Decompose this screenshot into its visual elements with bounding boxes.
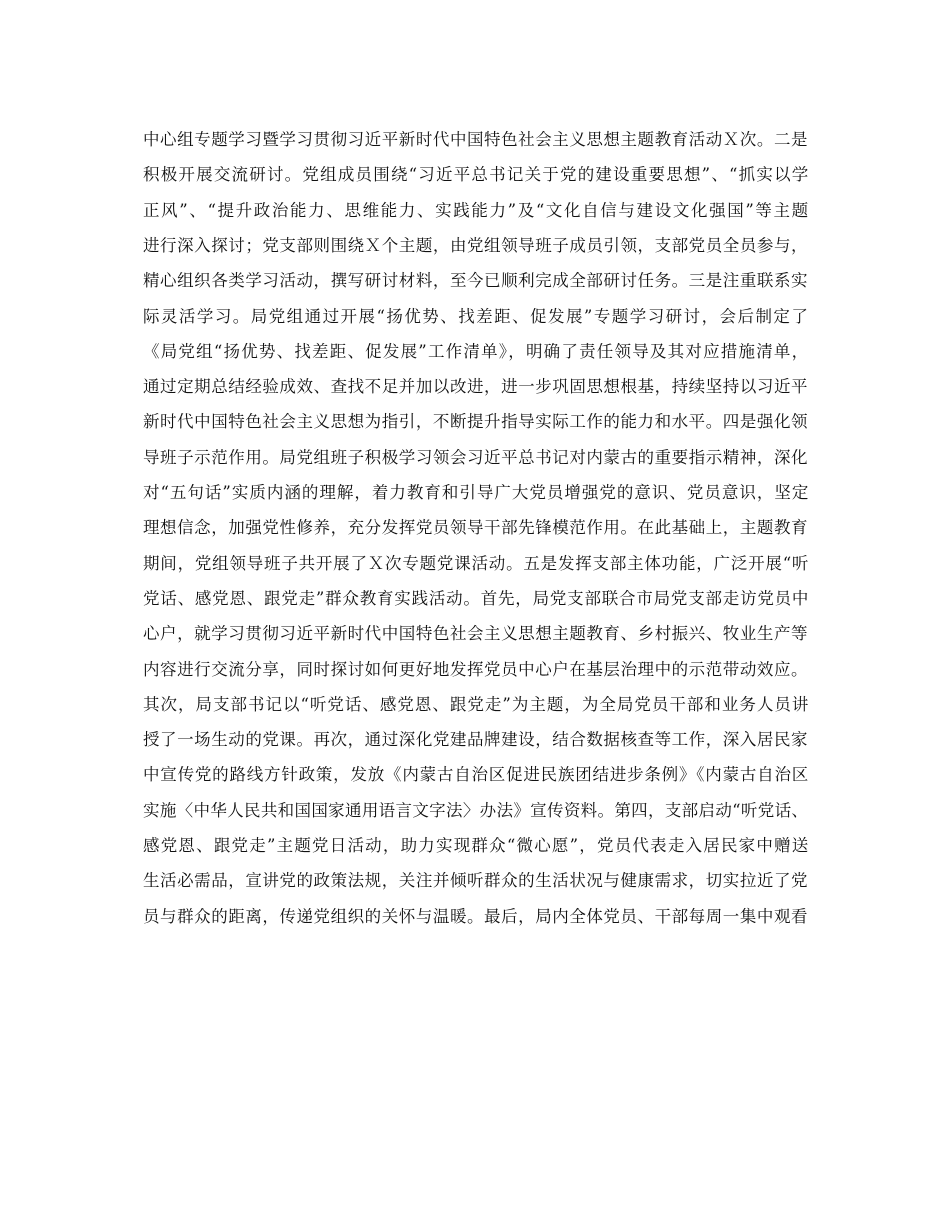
- text-line: 生活必需品，宣讲党的政策法规，关注并倾听群众的生活状况与健康需求，切实拉近了党: [143, 871, 809, 891]
- text-line: 中心组专题学习暨学习贯彻习近平新时代中国特色社会主义思想主题教育活动Ｘ次。二是: [143, 130, 809, 149]
- text-line: 正风”、“提升政治能力、思维能力、实践能力”及“文化自信与建设文化强国”等主题: [143, 200, 810, 220]
- text-line: 际灵活学习。局党组通过开展“扬优势、找差距、促发展”专题学习研讨，会后制定了: [143, 306, 810, 326]
- text-line: 对“五句话”实质内涵的理解，着力教育和引导广大党员增强党的意识、党员意识，坚定: [143, 483, 810, 502]
- text-line: 感党恩、跟党走”主题党日活动，助力实现群众“微心愿”，党员代表走入居民家中赠送: [143, 836, 810, 855]
- text-line: 授了一场生动的党课。再次，通过深化党建品牌建设，结合数据核查等工作，深入居民家: [143, 730, 809, 750]
- text-line: 通过定期总结经验成效、查找不足并加以改进，进一步巩固思想根基，持续坚持以习近平: [143, 377, 809, 397]
- text-line: 实施〈中华人民共和国国家通用语言文字法〉办法》宣传资料。第四，支部启动“听党话、: [143, 800, 809, 820]
- text-line: 党话、感党恩、跟党走”群众教育实践活动。首先，局党支部联合市局党支部走访党员中: [143, 588, 810, 608]
- text-line: 积极开展交流研讨。党组成员围绕“习近平总书记关于党的建设重要思想”、“抓实以学: [143, 165, 810, 185]
- text-line: 《局党组“扬优势、找差距、促发展”工作清单》，明确了责任领导及其对应措施清单，: [143, 341, 810, 361]
- text-line: 心户，就学习贯彻习近平新时代中国特色社会主义思想主题教育、乡村振兴、牧业生产等: [143, 624, 809, 644]
- text-line: 新时代中国特色社会主义思想为指引，不断提升指导实际工作的能力和水平。四是强化领: [143, 412, 809, 432]
- text-line: 理想信念，加强党性修养，充分发挥党员领导干部先锋模范作用。在此基础上，主题教育: [143, 518, 809, 538]
- text-line: 期间，党组领导班子共开展了Ｘ次专题党课活动。五是发挥支部主体功能，广泛开展“听: [143, 553, 810, 573]
- text-line: 员与群众的距离，传递党组织的关怀与温暖。最后，局内全体党员、干部每周一集中观看: [143, 906, 809, 926]
- text-line: 导班子示范作用。局党组班子积极学习领会习近平总书记对内蒙古的重要指示精神，深化: [143, 447, 809, 467]
- text-line: 进行深入探讨；党支部则围绕Ｘ个主题，由党组领导班子成员引领，支部党员全员参与，: [143, 235, 809, 255]
- text-line: 内容进行交流分享，同时探讨如何更好地发挥党员中心户在基层治理中的示范带动效应。: [143, 659, 809, 679]
- text-line: 中宣传党的路线方针政策，发放《内蒙古自治区促进民族团结进步条例》《内蒙古自治区: [143, 765, 810, 785]
- text-line: 精心组织各类学习活动，撰写研讨材料，至今已顺利完成全部研讨任务。三是注重联系实: [143, 271, 809, 291]
- text-line: 其次，局支部书记以“听党话、感党恩、跟党走”为主题，为全局党员干部和业务人员讲: [143, 694, 810, 714]
